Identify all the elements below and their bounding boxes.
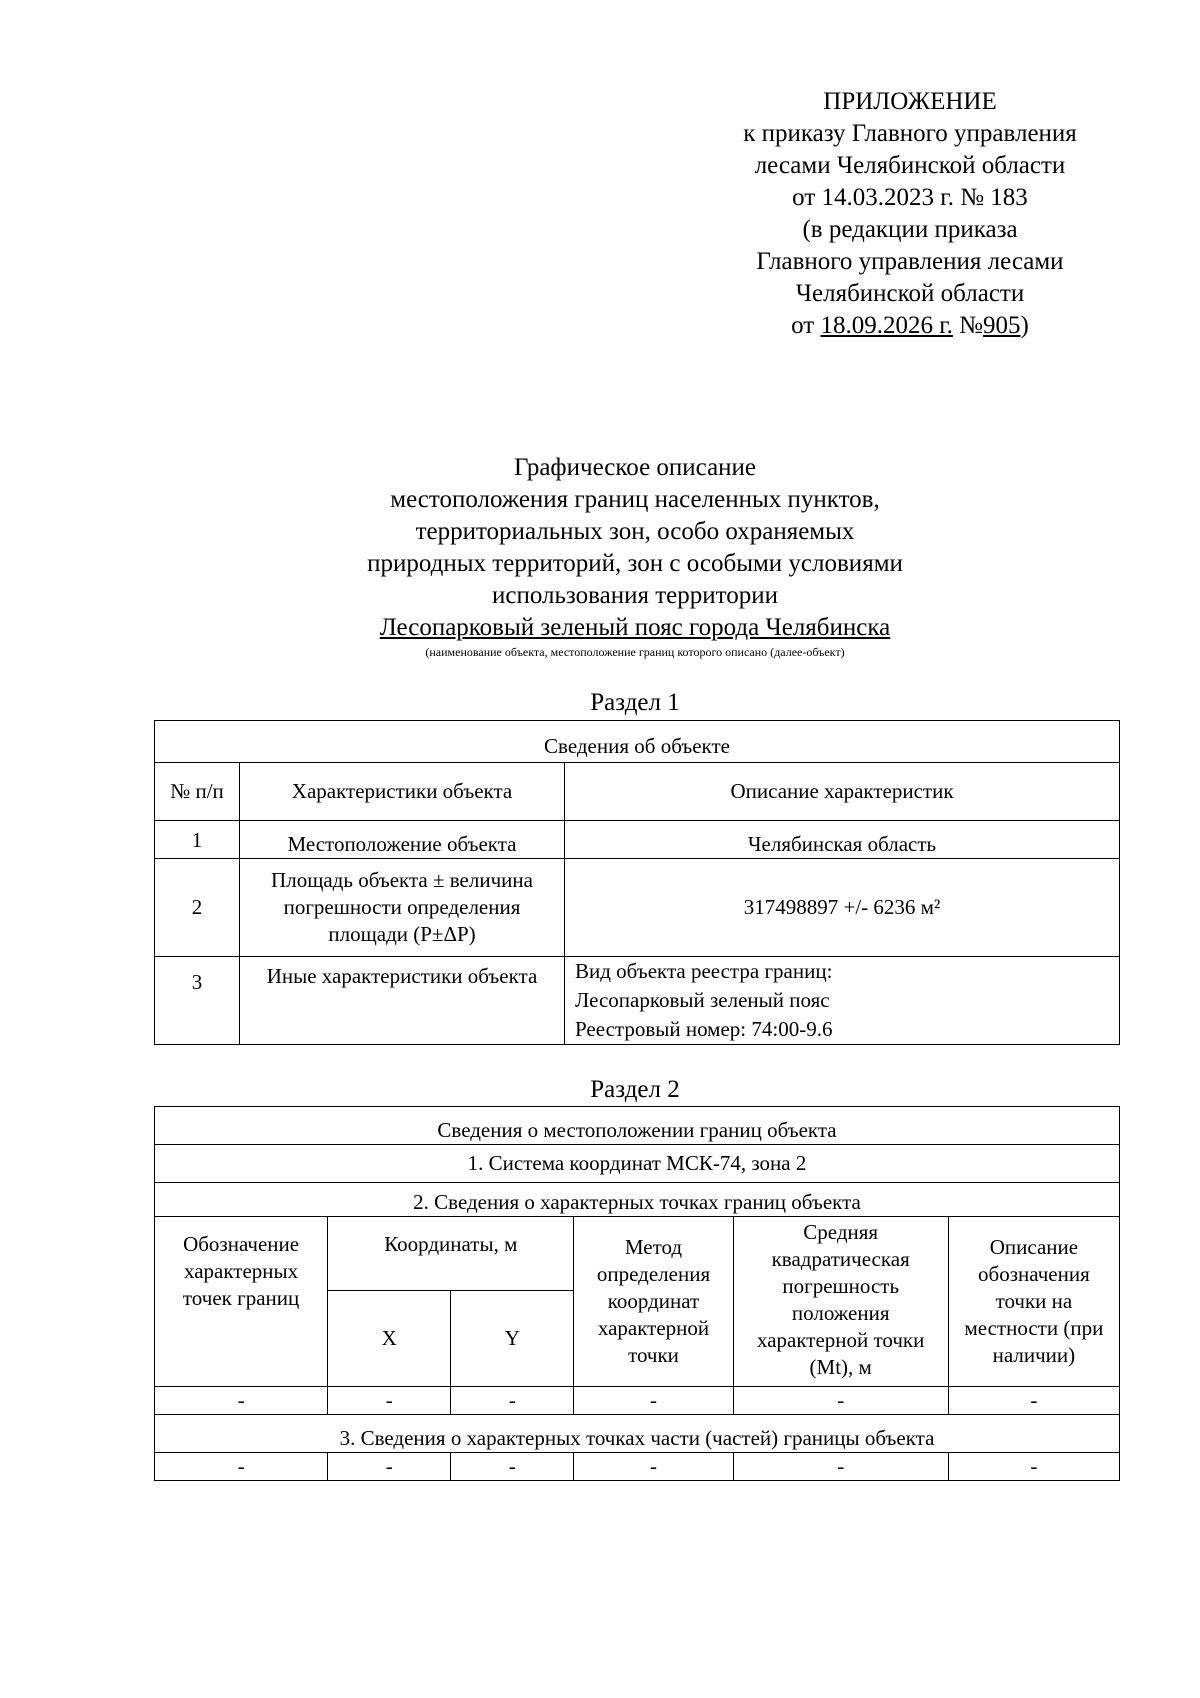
cell-dash: - <box>328 1387 451 1415</box>
cell-dash: - <box>948 1387 1119 1415</box>
parts-subtitle: 3. Сведения о характерных точках части (частей) границы объекта <box>155 1415 1120 1453</box>
table-row <box>155 1453 1120 1481</box>
table-row <box>155 957 1120 1045</box>
cell-dash: - <box>733 1387 948 1415</box>
table-title: Сведения об объекте <box>155 721 1120 763</box>
coordinate-system: 1. Система координат МСК-74, зона 2 <box>155 1145 1120 1183</box>
heading-line: местоположения границ населенных пунктов, <box>390 486 880 513</box>
table-row <box>155 1387 1120 1415</box>
table-title: Сведения о местоположении границ объекта <box>155 1107 1120 1145</box>
appendix-block <box>700 86 1120 342</box>
row-characteristic: Площадь объекта ± величина погрешности определения площади (Р±ΔР) <box>240 859 565 957</box>
appendix-line: Челябинской области <box>795 280 1025 307</box>
heading-line: использования территории <box>492 582 778 609</box>
row-num: 2 <box>155 859 240 957</box>
description-line: Реестровый номер: 74:00-9.6 <box>575 1017 833 1041</box>
edition-date: 18.09.2026 г. <box>820 312 953 339</box>
header-x: X <box>328 1291 451 1387</box>
header-characteristics: Характеристики объекта <box>240 763 565 821</box>
description-line: Лесопарковый зеленый пояс <box>575 988 830 1012</box>
table-row <box>155 821 1120 859</box>
cell-dash: - <box>155 1387 328 1415</box>
boundary-location-table <box>154 1106 1120 1481</box>
table-row <box>155 859 1120 957</box>
closing-paren: ) <box>1020 312 1029 339</box>
cell-dash: - <box>451 1387 574 1415</box>
edition-number: 905 <box>983 312 1021 339</box>
header-designation: Обозначение характерных точек границ <box>155 1217 328 1387</box>
row-characteristic: Иные характеристики объекта <box>240 957 565 1045</box>
appendix-line: к приказу Главного управления <box>743 120 1077 147</box>
header-point-description: Описание обозначения точки на местности (при наличии) <box>948 1217 1119 1387</box>
heading-line: Графическое описание <box>513 454 757 481</box>
description-line: Вид объекта реестра границ: <box>575 959 833 983</box>
header-error: Средняя квадратическая погрешность положения характерной точки (Mt), м <box>733 1217 948 1387</box>
cell-dash: - <box>574 1453 733 1481</box>
header-y: Y <box>451 1291 574 1387</box>
appendix-line: Главного управления лесами <box>756 248 1064 275</box>
points-subtitle: 2. Сведения о характерных точках границ объекта <box>155 1183 1120 1217</box>
object-name: Лесопарковый зеленый пояс города Челябинска <box>379 614 891 641</box>
header-description: Описание характеристик <box>565 763 1120 821</box>
document-heading <box>250 452 1020 644</box>
cell-dash: - <box>328 1453 451 1481</box>
cell-dash: - <box>948 1453 1119 1481</box>
row-num: 1 <box>155 821 240 859</box>
section2-title: Раздел 2 <box>590 1076 680 1103</box>
date-prefix: от <box>791 312 815 339</box>
appendix-title: ПРИЛОЖЕНИЕ <box>823 88 997 115</box>
cell-dash: - <box>733 1453 948 1481</box>
header-coordinates: Координаты, м <box>328 1217 574 1291</box>
row-description <box>565 957 1120 1045</box>
appendix-line: от 14.03.2023 г. № 183 <box>792 184 1028 211</box>
object-info-table <box>154 720 1120 1045</box>
heading-line: территориальных зон, особо охраняемых <box>415 518 855 545</box>
appendix-edition-line <box>700 310 1120 342</box>
appendix-line: лесами Челябинской области <box>754 152 1066 179</box>
cell-dash: - <box>451 1453 574 1481</box>
row-description: 317498897 +/- 6236 м² <box>565 859 1120 957</box>
section1-title: Раздел 1 <box>590 689 680 716</box>
heading-line: природных территорий, зон с особыми условиями <box>367 550 903 577</box>
cell-dash: - <box>155 1453 328 1481</box>
appendix-line: (в редакции приказа <box>802 216 1018 243</box>
object-name-note: (наименование объекта, местоположение границ которого описано (далее-объект) <box>425 645 845 659</box>
cell-dash: - <box>574 1387 733 1415</box>
header-num: № п/п <box>155 763 240 821</box>
row-description: Челябинская область <box>565 821 1120 859</box>
header-method: Метод определения координат характерной точки <box>574 1217 733 1387</box>
number-prefix: № <box>959 312 984 339</box>
row-num: 3 <box>155 957 240 1045</box>
row-characteristic: Местоположение объекта <box>240 821 565 859</box>
